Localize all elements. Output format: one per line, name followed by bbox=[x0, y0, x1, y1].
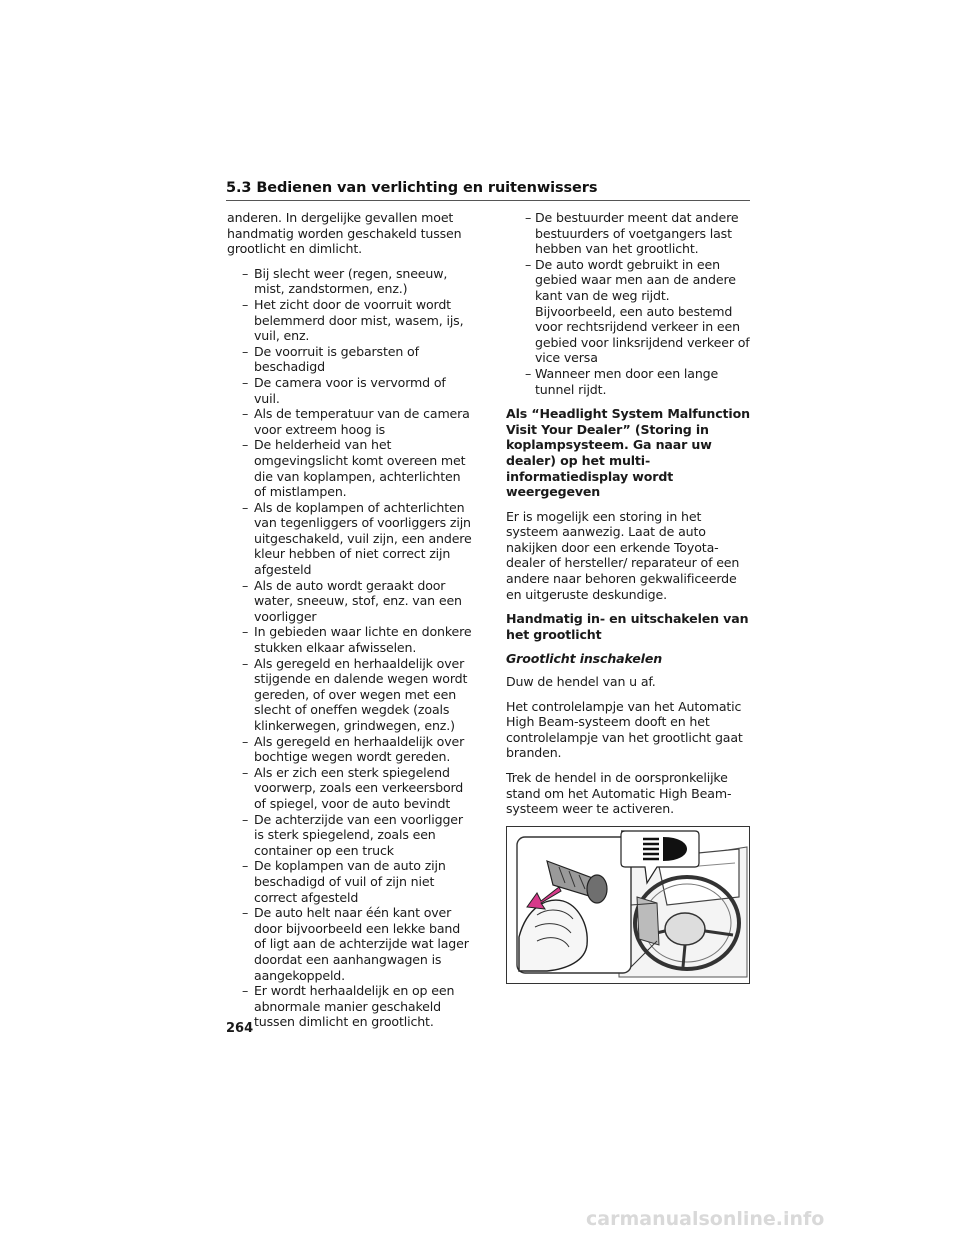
list-item: – De camera voor is vervormd of vuil. bbox=[227, 375, 472, 406]
list-item: – De auto wordt gebruikt in een gebied waar men aan de andere kant van de weg rijdt. Bijvoorbeeld, een auto bestemd voor rechtsrijdend verkeer in een gebied voor linksrijdend verkeer of vice versa bbox=[506, 257, 752, 366]
right-column bbox=[506, 210, 752, 984]
page-number: 264 bbox=[226, 1021, 254, 1036]
condition-list-continued bbox=[506, 210, 752, 397]
left-column bbox=[227, 210, 472, 1039]
malfunction-heading: Als “Headlight System Malfunction Visit Your Dealer” (Storing in koplampsysteem. Ga naar uw dealer) op het multi-informatiedisplay wordt weergegeven bbox=[506, 406, 750, 500]
section-header: 5.3 Bedienen van verlichting en ruitenwissers bbox=[226, 178, 750, 201]
list-item: – Wanneer men door een lange tunnel rijdt. bbox=[506, 366, 752, 397]
list-item: – Er wordt herhaaldelijk en op een abnormale manier geschakeld tussen dimlicht en grootlicht. bbox=[227, 983, 472, 1030]
list-item: – Als er zich een sterk spiegelend voorwerp, zoals een verkeersbord of spiegel, voor de auto bevindt bbox=[227, 765, 472, 812]
high-beam-on-subheading: Grootlicht inschakelen bbox=[506, 651, 663, 667]
watermark: carmanualsonline.info bbox=[586, 1208, 825, 1230]
lever-illustration-drawing bbox=[507, 827, 749, 983]
list-item: – De bestuurder meent dat andere bestuurders of voetgangers last hebben van het grootlicht. bbox=[506, 210, 752, 257]
condition-list bbox=[227, 266, 472, 1030]
intro-paragraph: anderen. In dergelijke gevallen moet handmatig worden geschakeld tussen grootlicht en dimlicht. bbox=[227, 210, 462, 257]
list-item: – Bij slecht weer (regen, sneeuw, mist, zandstormen, enz.) bbox=[227, 266, 472, 297]
list-item: – De voorruit is gebarsten of beschadigd bbox=[227, 344, 472, 375]
list-item: – Als de koplampen of achterlichten van tegenliggers of voorliggers zijn uitgeschakeld, vuil zijn, een andere kleur hebben of niet correct zijn afgesteld bbox=[227, 500, 472, 578]
list-item: – Het zicht door de voorruit wordt belemmerd door mist, wasem, ijs, vuil, enz. bbox=[227, 297, 472, 344]
instruction-paragraph: Duw de hendel van u af. bbox=[506, 674, 656, 690]
list-item: – De helderheid van het omgevingslicht komt overeen met die van koplampen, achterlichten of mistlampen. bbox=[227, 437, 472, 499]
reactivate-paragraph: Trek de hendel in de oorspronkelijke stand om het Automatic High Beam-systeem weer te activeren. bbox=[506, 770, 732, 817]
list-item: – Als geregeld en herhaaldelijk over stijgende en dalende wegen wordt gereden, of over wegen met een slecht of oneffen wegdek (zoals klinkerwegen, grindwegen, enz.) bbox=[227, 656, 472, 734]
list-item: – In gebieden waar lichte en donkere stukken elkaar afwisselen. bbox=[227, 624, 472, 655]
list-item: – De auto helt naar één kant over door bijvoorbeeld een lekke band of ligt aan de achterzijde wat lager doordat een aanhangwagen is aangekoppeld. bbox=[227, 905, 472, 983]
list-item: – Als geregeld en herhaaldelijk over bochtige wegen wordt gereden. bbox=[227, 734, 472, 765]
lever-illustration bbox=[506, 826, 750, 984]
list-item: – Als de auto wordt geraakt door water, sneeuw, stof, enz. van een voorligger bbox=[227, 578, 472, 625]
indicator-paragraph: Het controlelampje van het Automatic High Beam-systeem dooft en het controlelampje van het grootlicht gaat branden. bbox=[506, 698, 743, 761]
manual-switch-heading: Handmatig in- en uitschakelen van het grootlicht bbox=[506, 611, 749, 642]
list-item: – De achterzijde van een voorligger is sterk spiegelend, zoals een container op een truck bbox=[227, 812, 472, 859]
list-item: – De koplampen van de auto zijn beschadigd of vuil of zijn niet correct afgesteld bbox=[227, 858, 472, 905]
malfunction-paragraph: Er is mogelijk een storing in het systeem aanwezig. Laat de auto nakijken door een erkende Toyota-dealer of hersteller/ reparateur of een andere naar behoren gekwalificeerde en uitgeruste deskundige. bbox=[506, 508, 740, 602]
list-item: – Als de temperatuur van de camera voor extreem hoog is bbox=[227, 406, 472, 437]
